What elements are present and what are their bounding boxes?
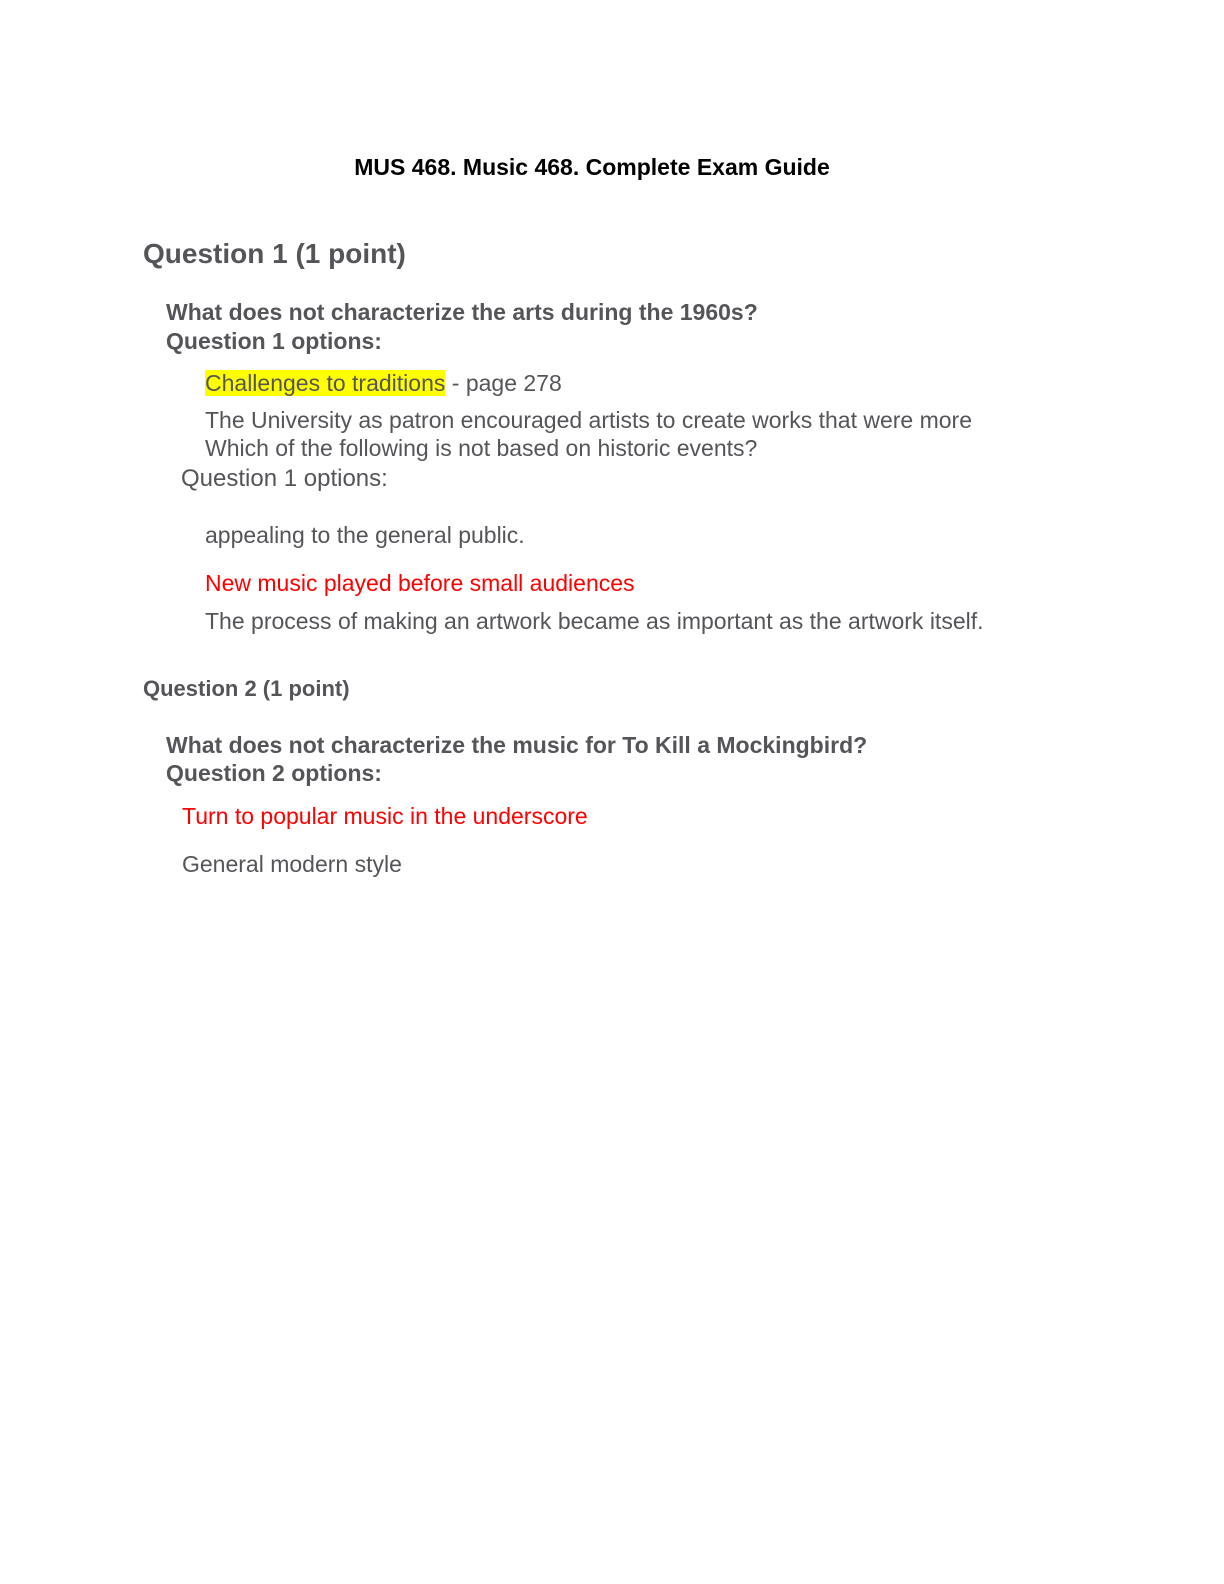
question-2-heading: Question 2 (1 point) (143, 676, 350, 701)
question-1-option-2[interactable]: The University as patron encouraged artists to create works that were more (205, 407, 973, 433)
question-2-text: What does not characterize the music for To Kill a Mockingbird? (166, 732, 868, 758)
question-2-option-1-answer[interactable]: Turn to popular music in the underscore (182, 803, 588, 829)
question-2-option-2[interactable]: General modern style (182, 851, 402, 877)
question-2-options-label: Question 2 options: (166, 760, 382, 786)
question-1-text: What does not characterize the arts during the 1960s? (166, 299, 758, 325)
question-1-options-label-repeat: Question 1 options: (181, 465, 388, 492)
question-1-options-label: Question 1 options: (166, 328, 382, 354)
question-1-heading: Question 1 (1 point) (143, 238, 406, 269)
question-1-option-6[interactable]: The process of making an artwork became as important as the artwork itself. (205, 608, 984, 634)
question-1-option-3[interactable]: Which of the following is not based on historic events? (205, 435, 758, 461)
highlighted-answer: Challenges to traditions (205, 370, 446, 396)
question-1-option-1[interactable] (205, 370, 562, 397)
question-1-option-5-answer[interactable]: New music played before small audiences (205, 570, 635, 596)
page-reference: - page 278 (445, 370, 562, 396)
question-1-option-4[interactable]: appealing to the general public. (205, 522, 525, 548)
document-title: MUS 468. Music 468. Complete Exam Guide (354, 154, 830, 180)
